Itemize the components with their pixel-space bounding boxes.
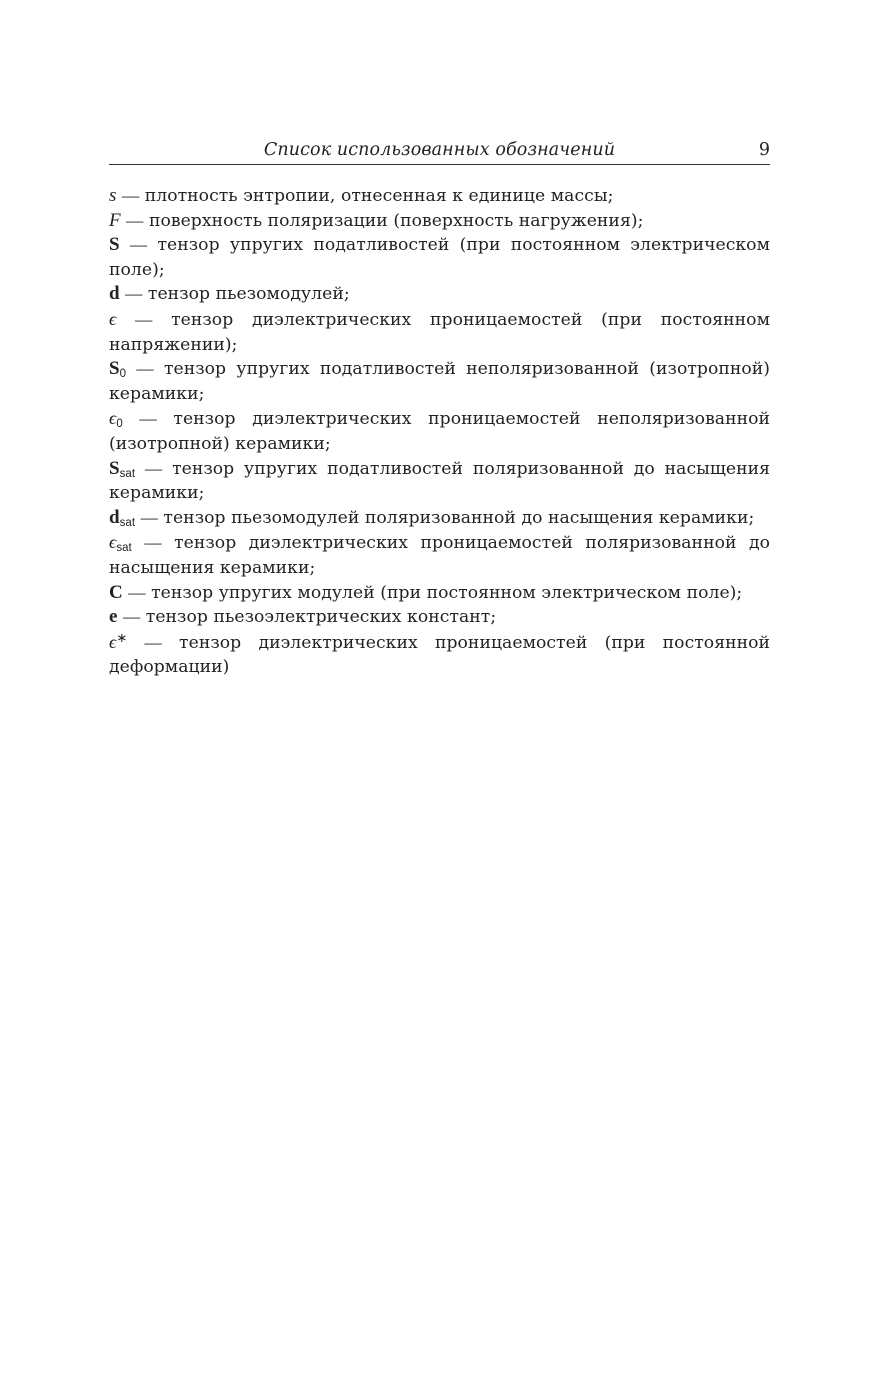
notation-entry-polarization-surface: F — поверхность поляризации (поверхность нагружения); (109, 209, 644, 231)
running-header (109, 136, 770, 165)
notation-symbol: ϵ (109, 408, 117, 429)
notation-description: тензор упругих податливостей поляризованной до насыщения керамики; (109, 458, 771, 504)
notation-subscript: 0 (116, 418, 123, 431)
notation-description: тензор диэлектрических проницаемостей (при постоянном напряжении); (109, 309, 771, 355)
notation-symbol: d (109, 283, 120, 305)
notation-entry-compliance-saturated: $S_{sat}$ — тензор упругих податливостей поляризованной до насыщения керамики; (109, 457, 771, 504)
notation-symbol: s (109, 185, 117, 206)
notation-entry-piezo-constants: e — тензор пьезоэлектрических констант; (109, 606, 497, 628)
notation-entry-piezo-moduli-saturated: $d_{sat}$ — тензор пьезомодулей поляризованной до насыщения керамики; (109, 506, 755, 529)
notation-entry-elastic-moduli: C — тензор упругих модулей (при постоянном электрическом поле); (109, 581, 743, 603)
notation-description: поверхность поляризации (поверхность нагружения); (148, 210, 644, 231)
notation-entry-permittivity-unpoled: $\epsilon_0$ — тензор диэлектрических проницаемостей неполяризованной (изотропной) керамики; (109, 408, 771, 454)
notation-symbol: S (109, 358, 120, 380)
notation-symbol: ϵ (109, 532, 117, 553)
notation-entry-compliance: S — тензор упругих податливостей (при постоянном электрическом поле); (109, 234, 770, 280)
notation-subscript: sat (116, 542, 132, 555)
notation-symbol: C (109, 581, 123, 603)
notation-symbol: ϵ (109, 308, 117, 329)
notation-subscript: sat (119, 516, 136, 529)
notation-symbol: F (109, 209, 121, 231)
notation-list (109, 184, 770, 680)
notation-entry-compliance-unpoled: $S_0$ — тензор упругих податливостей неполяризованной (изотропной) керамики; (109, 358, 771, 404)
notation-description: тензор упругих податливостей (при постоянном электрическом поле); (109, 235, 770, 280)
notation-description: тензор диэлектрических проницаемостей (при постоянной деформации) (109, 632, 771, 678)
notation-superscript: ∗ (116, 629, 128, 645)
notation-entry-piezo-moduli: d — тензор пьезомодулей; (109, 283, 350, 305)
notation-symbol: ϵ (109, 631, 117, 652)
notation-symbol: e (109, 606, 118, 628)
notation-description: тензор упругих податливостей неполяризованной (изотропной) керамики; (109, 359, 771, 404)
notation-symbol: S (109, 457, 120, 479)
notation-description: плотность энтропии, отнесенная к единице массы; (144, 186, 614, 206)
notation-entry-permittivity-saturated: $\epsilon_{sat}$ — тензор диэлектрических проницаемостей поляризованной до насыщения керамики; (109, 532, 771, 578)
notation-symbol: S (109, 234, 120, 256)
notation-description: тензор упругих модулей (при постоянном электрическом поле); (151, 582, 743, 603)
notation-description: тензор пьезомодулей; (147, 284, 350, 305)
notation-entry-entropy: s — плотность энтропии, отнесенная к единице массы; (109, 185, 614, 206)
running-title: Список использованных обозначений (263, 140, 616, 160)
notation-description: тензор диэлектрических проницаемостей поляризованной до насыщения керамики; (109, 533, 771, 578)
notation-subscript: 0 (119, 368, 127, 381)
notation-entry-permittivity-constant-strain: ϵ∗ — тензор диэлектрических проницаемостей (при постоянной деформации) (109, 629, 771, 678)
notation-description: тензор диэлектрических проницаемостей неполяризованной (изотропной) керамики; (109, 409, 771, 454)
notation-symbol: d (109, 506, 120, 528)
notation-entry-permittivity: ϵ — тензор диэлектрических проницаемостей (при постоянном напряжении); (109, 308, 771, 355)
notation-description: тензор пьезомодулей поляризованной до насыщения керамики; (163, 507, 755, 528)
notation-subscript: sat (119, 467, 136, 480)
page-number: 9 (758, 140, 770, 160)
notation-description: тензор пьезоэлектрических констант; (145, 607, 497, 628)
